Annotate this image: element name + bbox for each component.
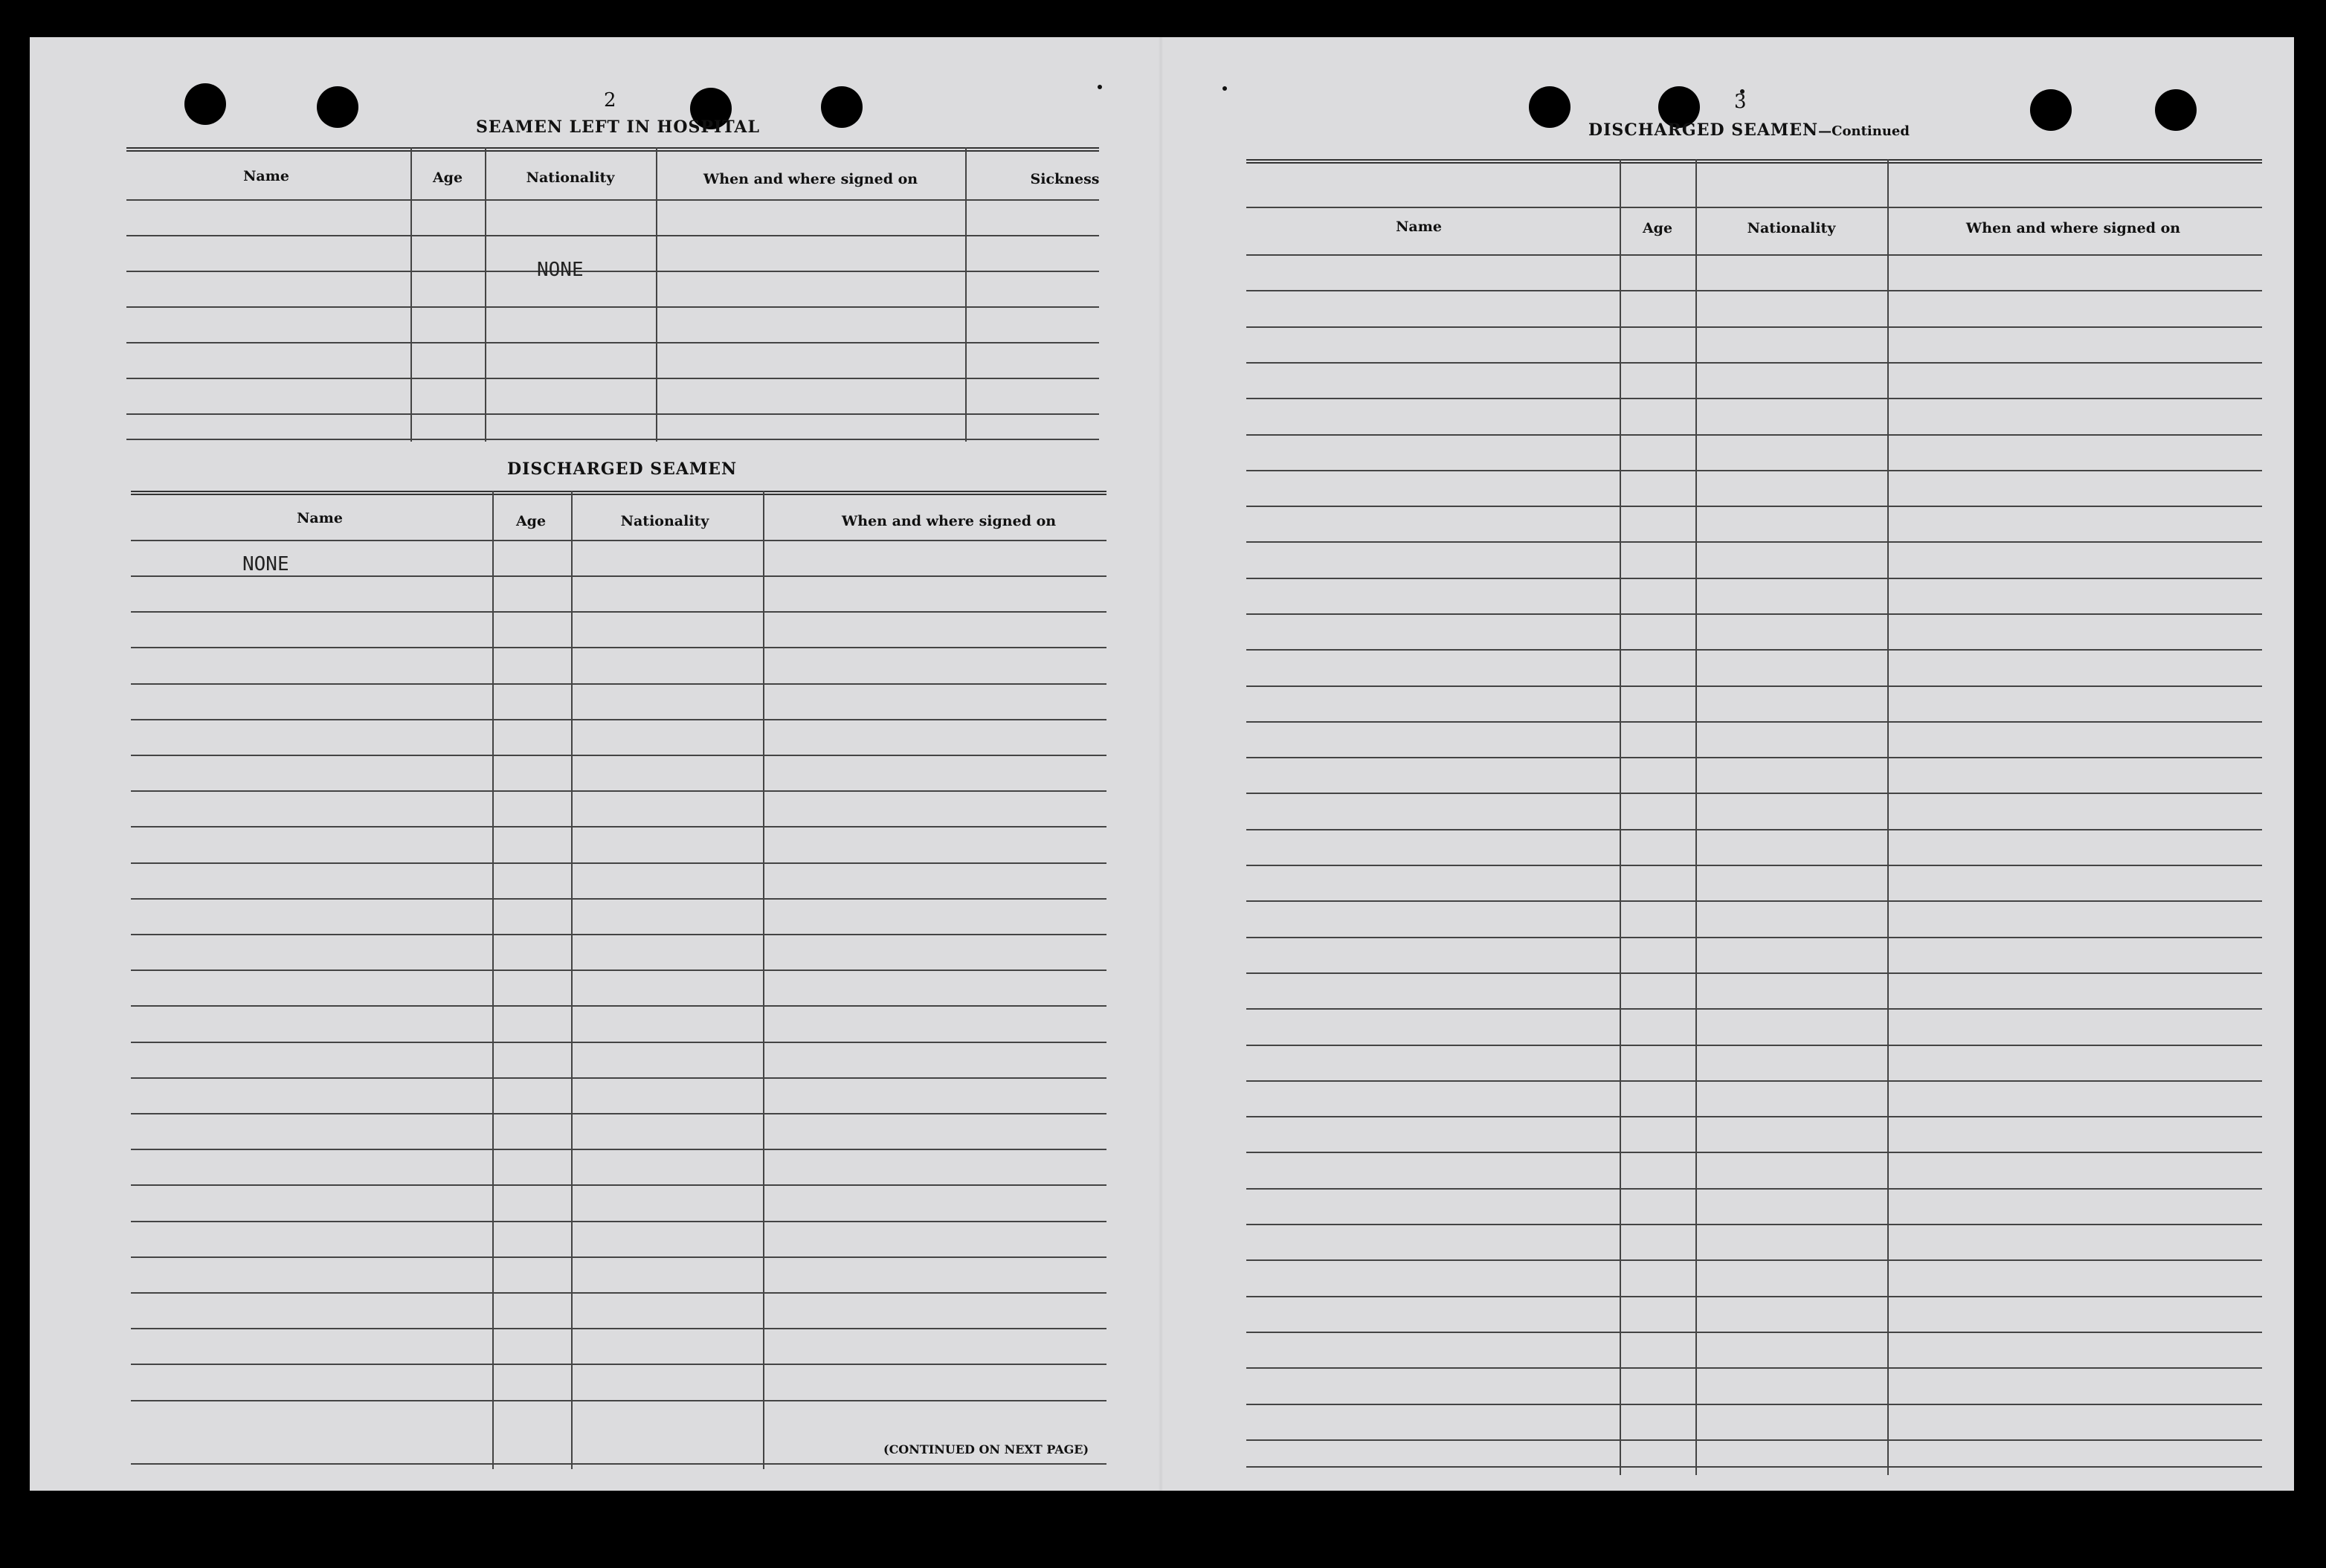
typed-entry: NONE (537, 259, 584, 281)
column-header: Name (243, 168, 289, 184)
punch-hole (184, 83, 226, 125)
section-title-suffix: —Continued (1818, 123, 1910, 139)
column-header: Nationality (620, 513, 709, 529)
punch-hole (1529, 86, 1570, 128)
column-header: When and where signed on (1965, 220, 2181, 236)
column-header: Name (1396, 219, 1442, 235)
column-header: Name (297, 510, 343, 526)
column-header: Sickness (1030, 171, 1100, 187)
punch-hole (821, 86, 863, 128)
page-number: 2 (604, 89, 616, 112)
punch-hole (2030, 89, 2072, 131)
page-footer: (CONTINUED ON NEXT PAGE) (883, 1442, 1089, 1456)
hospital-table (126, 147, 1099, 442)
right-discharged-table (1246, 159, 2262, 1475)
page-number: 3 (1734, 91, 1747, 113)
column-header: When and where signed on (703, 171, 918, 187)
section-title: SEAMEN LEFT IN HOSPITAL (476, 117, 760, 137)
document-sheet (30, 37, 2294, 1491)
section-title: DISCHARGED SEAMEN (507, 459, 738, 479)
speck (1098, 85, 1102, 89)
column-header: Age (515, 513, 547, 529)
punch-hole (2155, 89, 2197, 131)
punch-hole (317, 86, 358, 128)
column-header: Nationality (526, 170, 615, 186)
section-title (1588, 120, 1910, 140)
column-header: When and where signed on (841, 513, 1057, 529)
column-header: Age (432, 170, 463, 186)
column-header: Age (1642, 220, 1673, 236)
typed-entry: NONE (242, 553, 289, 575)
column-header: Nationality (1747, 220, 1836, 236)
section-title-text: DISCHARGED SEAMEN (1588, 120, 1819, 140)
speck (1222, 86, 1227, 91)
page-fold (1159, 37, 1163, 1491)
